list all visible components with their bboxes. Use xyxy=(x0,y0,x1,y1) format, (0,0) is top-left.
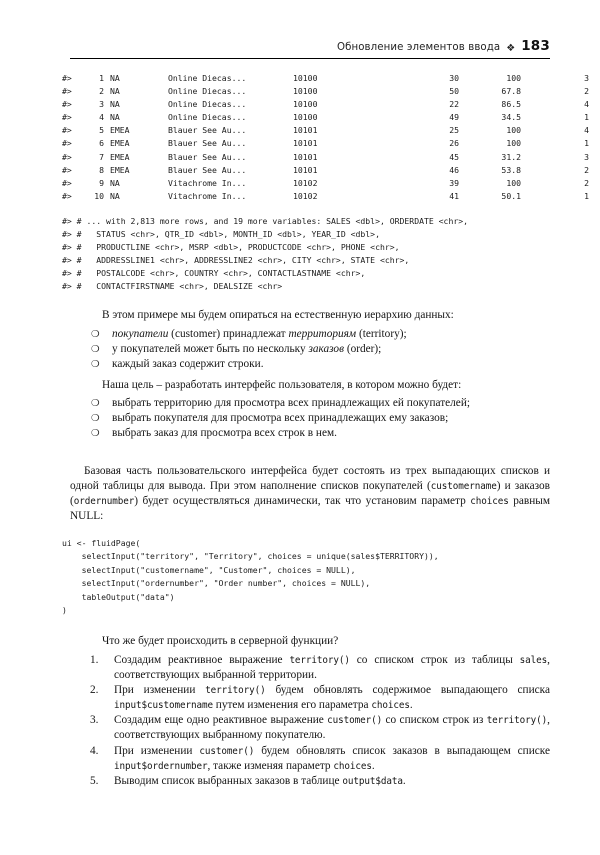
step-number: 3. xyxy=(90,714,99,727)
inline-code: choices xyxy=(371,700,410,712)
step-text: Создадим еще одно реактивное выражение xyxy=(114,714,328,727)
console-cell-territory: EMEA xyxy=(110,151,130,162)
console-cell-lineno: 1 xyxy=(584,138,589,149)
emphasis-term: покупатели xyxy=(112,328,169,340)
paragraph-text: ) и заказов ( xyxy=(70,480,550,508)
console-cell-lineno: 2 xyxy=(584,164,589,175)
code-line: ) xyxy=(62,604,67,615)
console-variable-line: #> # ADDRESSLINE1 <chr>, ADDRESSLINE2 <chr>, CITY <chr>, STATE <chr>, xyxy=(62,255,410,266)
code-line: selectInput("customername", "Customer", choices = NULL), xyxy=(62,564,356,575)
console-cell-ordernumber: 10101 xyxy=(293,151,318,162)
hierarchy-list-item xyxy=(88,357,550,372)
console-variable-line: #> # PRODUCTLINE <chr>, MSRP <dbl>, PRODUCTCODE <chr>, PHONE <chr>, xyxy=(62,242,400,253)
console-cell-ordernumber: 10101 xyxy=(293,138,318,149)
console-cell-price: 100 xyxy=(506,177,521,188)
step-number: 2. xyxy=(90,684,99,697)
console-cell-index: 3 xyxy=(99,99,104,110)
inline-code: territory() xyxy=(486,715,548,727)
console-cell-lineno: 4 xyxy=(584,125,589,136)
running-head xyxy=(70,38,550,54)
step-text: При изменении xyxy=(114,744,200,757)
console-cell-territory: NA xyxy=(110,99,120,110)
console-variable-line: #> # POSTALCODE <chr>, COUNTRY <chr>, CONTACTLASTNAME <chr>, xyxy=(62,268,366,279)
console-cell-ordernumber: 10101 xyxy=(293,164,318,175)
console-cell-index: 7 xyxy=(99,151,104,162)
base-ui-paragraph-block xyxy=(70,464,550,524)
console-cell-prefix: #> xyxy=(62,164,72,175)
step-text: Создадим реактивное выражение xyxy=(114,654,290,666)
console-cell-lineno: 2 xyxy=(584,86,589,97)
console-cell-prefix: #> xyxy=(62,138,72,149)
paragraph-text: Базовая часть пользовательского интерфейса будет состоять из трех выпадающих списков и одной таблицы для вывода. При этом наполнение списков покупателей ( xyxy=(70,465,550,493)
console-row xyxy=(62,72,589,85)
r-code-block xyxy=(62,537,592,617)
console-cell-territory: EMEA xyxy=(110,138,130,149)
inline-code: output$data xyxy=(342,775,403,787)
step-text: , соответствующих выбранной территории. xyxy=(114,654,550,682)
code-line: selectInput("territory", "Territory", choices = unique(sales$TERRITORY)), xyxy=(62,551,439,562)
page-number: 183 xyxy=(521,38,550,54)
hierarchy-list-item xyxy=(88,327,550,342)
console-cell-territory: EMEA xyxy=(110,164,130,175)
step-text: , соответствующих выбранному покупателю. xyxy=(114,714,550,742)
console-cell-territory: NA xyxy=(110,73,120,83)
console-row xyxy=(62,137,589,150)
step-text: . xyxy=(402,774,406,787)
console-cell-prefix: #> xyxy=(62,86,72,97)
console-cell-ordernumber: 10100 xyxy=(293,99,318,110)
inline-code: customer() xyxy=(327,715,383,727)
goal-list xyxy=(88,396,550,441)
console-cell-quantity: 22 xyxy=(449,99,459,110)
inline-code: choices xyxy=(470,496,509,508)
console-cell-quantity: 26 xyxy=(449,138,459,149)
hierarchy-list-block xyxy=(88,327,550,372)
diamond-icon: ❖ xyxy=(506,42,516,54)
console-cell-lineno: 3 xyxy=(584,73,589,83)
console-cell-index: 6 xyxy=(99,138,104,149)
list-item-text: (customer) принадлежат xyxy=(168,328,289,340)
console-cell-index: 2 xyxy=(99,86,104,97)
code-line: tableOutput("data") xyxy=(62,591,175,602)
inline-code: ordernumber xyxy=(73,496,135,508)
console-cell-quantity: 46 xyxy=(449,164,459,175)
bullet-circle-icon: ❍ xyxy=(91,329,100,340)
code-line: selectInput("ordernumber", "Order number", choices = NULL), xyxy=(62,578,371,589)
console-cell-index: 10 xyxy=(94,190,104,201)
console-cell-prefix: #> xyxy=(62,125,72,136)
console-cell-customer: Blauer See Au... xyxy=(168,164,247,175)
goal-paragraph-block xyxy=(88,378,550,393)
console-cell-territory: NA xyxy=(110,112,120,123)
server-question: Что же будет происходить в серверной функции? xyxy=(102,635,339,647)
bullet-circle-icon: ❍ xyxy=(91,359,100,371)
emphasis-term: территориям xyxy=(288,328,357,340)
inline-code: territory() xyxy=(289,655,350,666)
hierarchy-list-item xyxy=(88,342,550,357)
list-item-text: каждый заказ содержит строки. xyxy=(112,358,264,371)
console-cell-price: 100 xyxy=(506,125,521,136)
console-cell-customer: Online Diecas... xyxy=(168,86,247,97)
console-cell-quantity: 45 xyxy=(449,151,459,162)
list-item-text: (territory); xyxy=(356,328,407,340)
goal-list-block xyxy=(88,396,550,441)
console-row xyxy=(62,164,589,177)
list-item-text: выбрать территорию для просмотра всех принадлежащих ей покупателей; xyxy=(112,397,470,409)
console-cell-customer: Vitachrome In... xyxy=(168,177,247,188)
console-cell-customer: Blauer See Au... xyxy=(168,138,247,149)
console-cell-ordernumber: 10100 xyxy=(293,86,318,97)
console-cell-prefix: #> xyxy=(62,99,72,110)
hierarchy-list xyxy=(88,327,550,372)
console-cell-ordernumber: 10102 xyxy=(293,190,318,201)
list-item-text: (order); xyxy=(344,343,382,356)
inline-code: customer() xyxy=(199,745,255,757)
console-cell-price: 86.5 xyxy=(501,99,521,110)
console-cell-prefix: #> xyxy=(62,73,72,83)
console-cell-customer: Blauer See Au... xyxy=(168,125,247,136)
step-text: путем изменения его параметра xyxy=(212,699,372,712)
step-list-item xyxy=(88,774,550,789)
inline-code: input$customername xyxy=(114,700,213,712)
console-variable-line: #> # STATUS <chr>, QTR_ID <dbl>, MONTH_ID <dbl>, YEAR_ID <dbl>, xyxy=(62,229,380,240)
console-cell-customer: Online Diecas... xyxy=(168,112,247,123)
console-cell-customer: Blauer See Au... xyxy=(168,151,247,162)
console-cell-ordernumber: 10100 xyxy=(293,73,318,83)
step-number: 5. xyxy=(90,774,99,787)
console-cell-territory: NA xyxy=(110,177,120,188)
console-cell-index: 9 xyxy=(99,177,104,188)
goal-list-item xyxy=(88,411,550,426)
console-cell-price: 67.8 xyxy=(501,86,521,97)
bullet-circle-icon: ❍ xyxy=(91,344,100,356)
inline-code: input$ordernumber xyxy=(114,760,208,772)
console-row xyxy=(62,151,589,164)
list-item-text: у покупателей может быть по нескольку xyxy=(112,343,309,356)
console-row xyxy=(62,124,589,137)
console-cell-price: 100 xyxy=(506,73,521,83)
console-cell-index: 8 xyxy=(99,164,104,175)
step-text: Выводим список выбранных заказов в таблице xyxy=(114,774,343,787)
console-cell-price: 53.8 xyxy=(501,164,521,175)
console-cell-price: 34.5 xyxy=(501,112,521,123)
console-cell-territory: EMEA xyxy=(110,125,130,136)
console-cell-quantity: 49 xyxy=(449,112,459,123)
console-cell-ordernumber: 10100 xyxy=(293,112,318,123)
step-text: . xyxy=(371,759,375,772)
console-cell-prefix: #> xyxy=(62,151,72,162)
step-list-item xyxy=(88,683,550,713)
console-cell-quantity: 39 xyxy=(449,177,459,188)
console-cell-index: 1 xyxy=(99,73,104,83)
console-cell-index: 5 xyxy=(99,125,104,136)
console-cell-quantity: 50 xyxy=(449,86,459,97)
console-cell-price: 100 xyxy=(506,138,521,149)
console-cell-customer: Online Diecas... xyxy=(168,73,247,83)
console-row xyxy=(62,177,589,190)
console-cell-price: 50.1 xyxy=(501,190,521,201)
console-cell-territory: NA xyxy=(110,86,120,97)
console-row xyxy=(62,111,589,124)
console-row xyxy=(62,190,589,203)
inline-code: sales xyxy=(519,655,548,666)
step-text: будем обновлять список заказов в выпадающем списке xyxy=(254,744,550,757)
console-output-variables xyxy=(62,215,592,294)
console-output-table xyxy=(62,72,589,203)
step-text: со списком строк из таблицы xyxy=(349,654,520,666)
bullet-circle-icon: ❍ xyxy=(91,428,100,440)
intro-paragraph: В этом примере мы будем опираться на естественную иерархию данных: xyxy=(102,309,454,321)
console-cell-quantity: 41 xyxy=(449,190,459,201)
console-cell-index: 4 xyxy=(99,112,104,123)
console-cell-ordernumber: 10102 xyxy=(293,177,318,188)
console-cell-customer: Online Diecas... xyxy=(168,99,247,110)
bullet-circle-icon: ❍ xyxy=(91,398,100,409)
server-question-block xyxy=(88,634,550,649)
step-list-item xyxy=(88,653,550,683)
console-cell-prefix: #> xyxy=(62,112,72,123)
console-cell-lineno: 3 xyxy=(584,151,589,162)
emphasis-term: заказов xyxy=(308,343,344,356)
step-text: со списком строк из xyxy=(382,714,487,727)
console-cell-lineno: 1 xyxy=(584,190,589,201)
paragraph-text: равным NULL: xyxy=(70,495,550,523)
bullet-circle-icon: ❍ xyxy=(91,413,100,425)
header-divider xyxy=(70,58,550,59)
console-cell-prefix: #> xyxy=(62,177,72,188)
console-cell-price: 31.2 xyxy=(501,151,521,162)
goal-paragraph: Наша цель – разработать интерфейс пользователя, в котором можно будет: xyxy=(102,379,462,391)
list-item-text: выбрать заказ для просмотра всех строк в нем. xyxy=(112,427,337,440)
console-cell-territory: NA xyxy=(110,190,120,201)
code-line: ui <- fluidPage( xyxy=(62,538,141,548)
console-cell-ordernumber: 10101 xyxy=(293,125,318,136)
goal-list-item xyxy=(88,396,550,411)
step-text: будем обновлять содержимое выпадающего списка xyxy=(265,684,550,697)
list-item-text: выбрать покупателя для просмотра всех принадлежащих ему заказов; xyxy=(112,412,449,425)
console-row xyxy=(62,98,589,111)
step-number: 4. xyxy=(90,744,99,757)
base-ui-paragraph xyxy=(70,464,550,524)
goal-list-item xyxy=(88,426,550,441)
console-cell-lineno: 4 xyxy=(584,99,589,110)
steps-list-block xyxy=(88,653,550,789)
step-text: . xyxy=(409,699,413,712)
console-variable-line: #> # CONTACTFIRSTNAME <chr>, DEALSIZE <chr> xyxy=(62,281,283,292)
console-cell-quantity: 25 xyxy=(449,125,459,136)
inline-code: customername xyxy=(430,481,497,493)
step-text: При изменении xyxy=(114,684,206,697)
console-cell-lineno: 2 xyxy=(584,177,589,188)
console-cell-customer: Vitachrome In... xyxy=(168,190,247,201)
step-text: , также изменяя параметр xyxy=(207,759,334,772)
inline-code: territory() xyxy=(205,685,266,697)
inline-code: choices xyxy=(333,760,372,772)
console-cell-prefix: #> xyxy=(62,190,72,201)
step-number: 1. xyxy=(90,654,99,666)
step-list-item xyxy=(88,713,550,743)
paragraph-text: ) будет осуществляться динамически, так что установим параметр xyxy=(134,495,471,508)
console-cell-lineno: 1 xyxy=(584,112,589,123)
console-cell-quantity: 30 xyxy=(449,73,459,83)
chapter-title: Обновление элементов ввода xyxy=(336,42,501,53)
steps-list xyxy=(88,653,550,789)
intro-paragraph-block xyxy=(88,308,550,323)
step-list-item xyxy=(88,744,550,774)
console-row xyxy=(62,85,589,98)
console-variable-line: #> # ... with 2,813 more rows, and 19 more variables: SALES <dbl>, ORDERDATE <chr>, xyxy=(62,216,469,226)
